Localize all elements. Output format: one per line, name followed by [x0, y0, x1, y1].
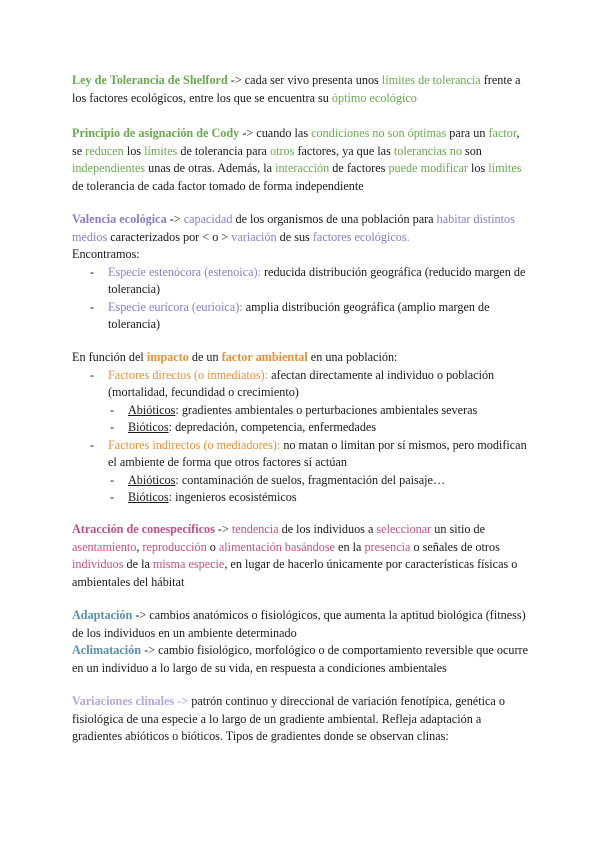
directos-sublist: [72, 402, 532, 437]
list-item: - Bióticos: ingenieros ecosistémicos: [110, 489, 532, 507]
section-adaptacion: [72, 607, 532, 677]
adaptacion-paragraph: Adaptación -> cambios anatómicos o fisiológicos, que aumenta la aptitud biológica (fitness) de los individuos en un ambiente determinado: [72, 608, 526, 640]
term-atraccion: Atracción de conespecíficos: [72, 522, 215, 536]
section-clinas: [72, 693, 532, 746]
cody-paragraph: Principio de asignación de Cody -> cuando las condiciones no son óptimas para un factor, se reducen los límites de tolerancia para otros factores, ya que las tolerancias no son independientes unas de otras. Además, la interacción de factores puede modificar los límites de tolerancia de cada factor tomado de forma independiente: [72, 126, 522, 193]
section-atraccion: [72, 521, 532, 591]
impacto-list-2: [72, 437, 532, 472]
list-item-indirectos: - Factores indirectos (o mediadores): no matan o limitan por sí mismos, pero modifican el ambiente de forma que otros factores sí actúan: [90, 437, 532, 472]
list-item: - Especie eurícora (eurioica): amplia distribución geográfica (amplio margen de tolerancia): [90, 299, 532, 334]
term-aclimatacion: Aclimatación: [72, 643, 142, 657]
clinas-paragraph: Variaciones clinales -> patrón continuo y direccional de variación fenotípica, genética o fisiológica de una especie a lo largo de un gradiente ambiental. Refleja adaptación a gradientes abióticos o bióticos. Tipos de gradientes donde se observan clinas:: [72, 694, 505, 743]
term-shelford: Ley de Tolerancia de Shelford: [72, 73, 228, 87]
list-item: - Abióticos: gradientes ambientales o perturbaciones ambientales severas: [110, 402, 532, 420]
impacto-paragraph: En función del impacto de un factor ambiental en una población:: [72, 350, 398, 364]
valencia-paragraph: Valencia ecológica -> capacidad de los organismos de una población para habitar distintos medios caracterizados por < o > variación de sus factores ecológicos.: [72, 212, 515, 244]
atraccion-paragraph: Atracción de conespecíficos -> tendencia de los individuos a seleccionar un sitio de asentamiento, reproducción o alimentación basándose en la presencia o señales de otros individuos de la misma especie, en lugar de hacerlo únicamente por características físicas o ambientales del hábitat: [72, 522, 518, 589]
aclimatacion-paragraph: Aclimatación -> cambio fisiológico, morfológico o de comportamiento reversible que ocurre en un individuo a lo largo de su vida, en respuesta a condiciones ambientales: [72, 643, 528, 675]
section-cody: [72, 125, 532, 195]
term-cody: Principio de asignación de Cody: [72, 126, 240, 140]
term-adaptacion: Adaptación: [72, 608, 133, 622]
list-item: - Abióticos: contaminación de suelos, fragmentación del paisaje…: [110, 472, 532, 490]
impacto-list: [72, 367, 532, 402]
term-clinas: Variaciones clinales ->: [72, 694, 189, 708]
encontramos-label: Encontramos:: [72, 247, 140, 261]
term-valencia: Valencia ecológica: [72, 212, 167, 226]
list-item: - Bióticos: depredación, competencia, enfermedades: [110, 419, 532, 437]
shelford-paragraph: Ley de Tolerancia de Shelford -> cada ser vivo presenta unos límites de tolerancia frente a los factores ecológicos, entre los que se encuentra su óptimo ecológico: [72, 73, 521, 105]
valencia-list: [72, 264, 532, 334]
indirectos-sublist: [72, 472, 532, 507]
section-valencia: [72, 211, 532, 334]
list-item: - Especie estenócora (estenoica): reducida distribución geográfica (reducido margen de tolerancia): [90, 264, 532, 299]
section-shelford: [72, 72, 532, 107]
list-item-directos: - Factores directos (o inmediatos): afectan directamente al individuo o población (mortalidad, fecundidad o crecimiento): [90, 367, 532, 402]
section-impacto: [72, 349, 532, 507]
